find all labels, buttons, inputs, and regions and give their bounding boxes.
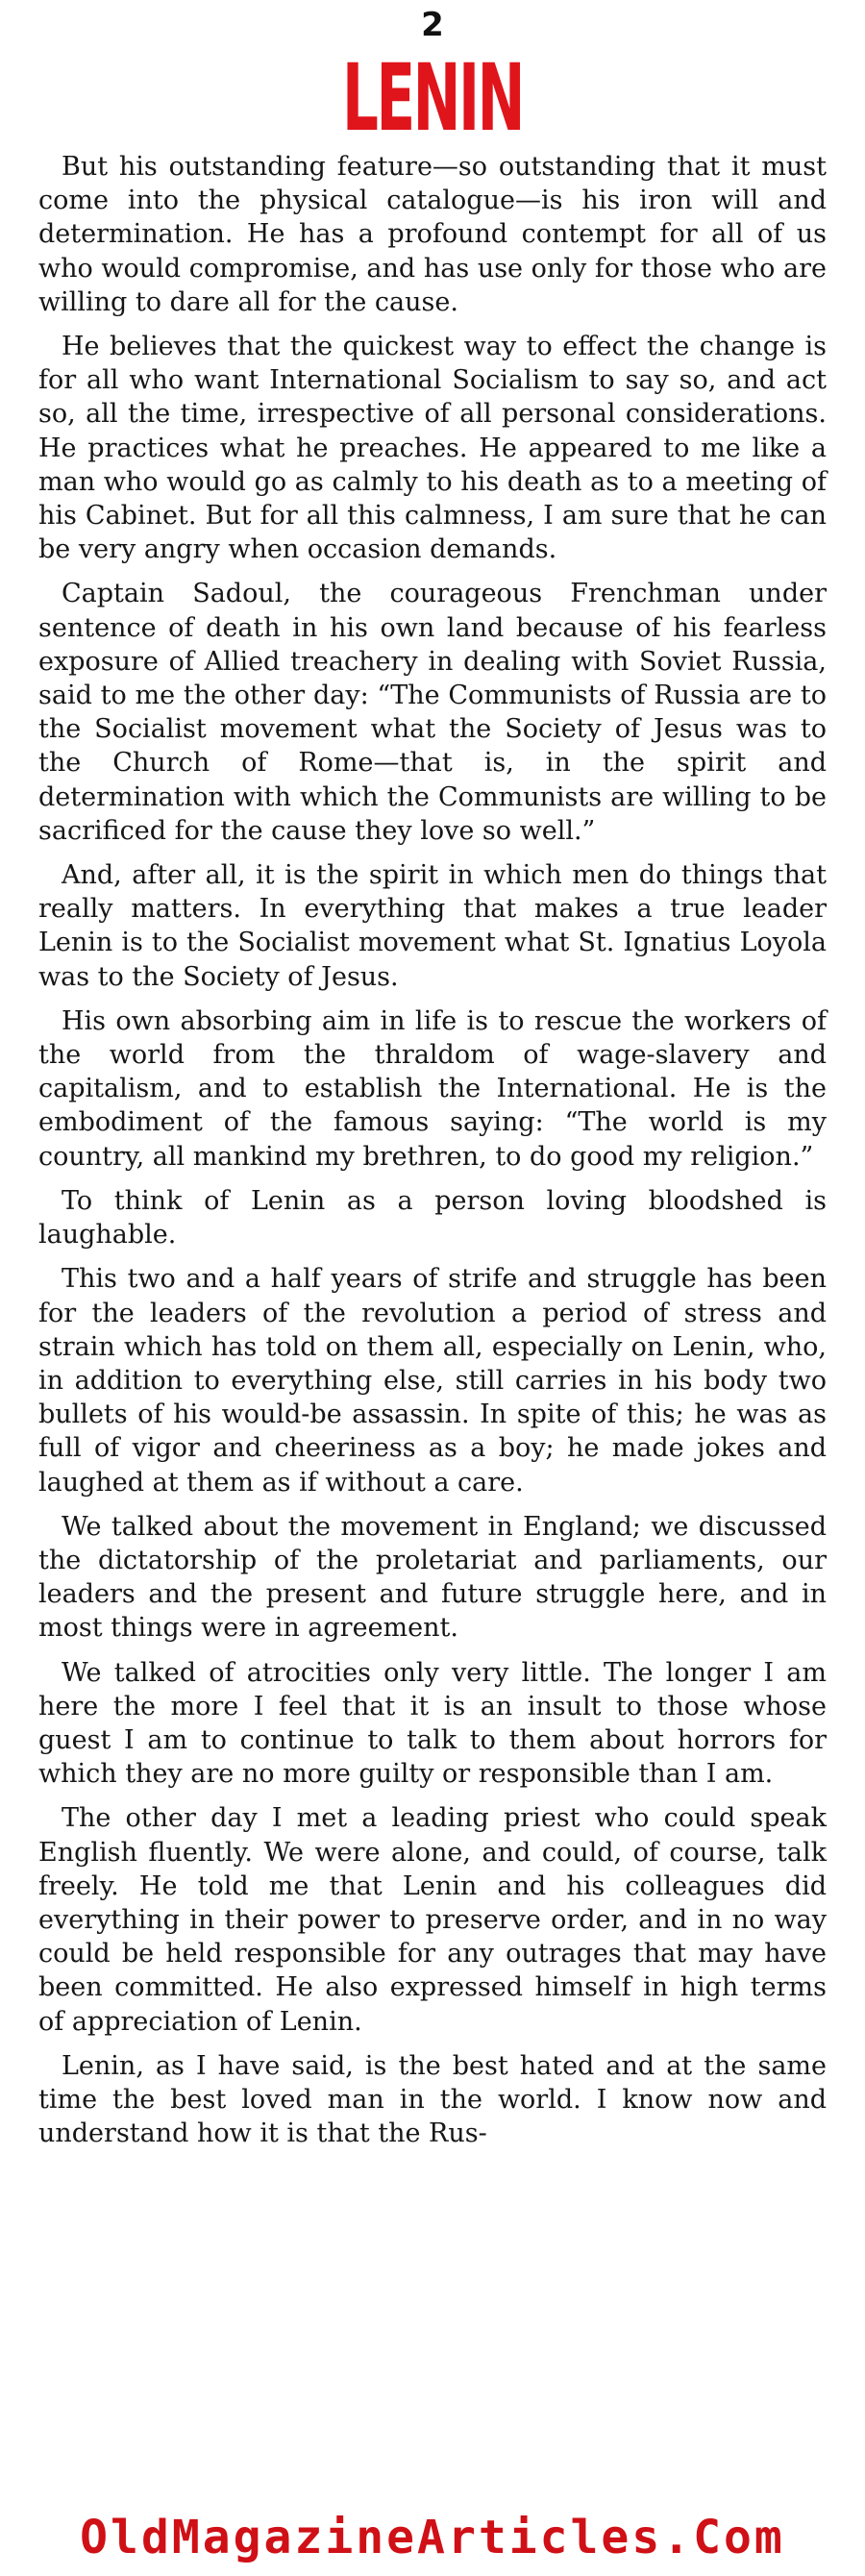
paragraph: The other day I met a leading priest who could speak English fluently. We were alone, and could, of course, talk freely. He told me that Lenin and his colleagues did everything in their power to preserve order, and in no way could be held responsible for any outrages that may have been committed. He also expressed himself in high terms of appreciation of Lenin. xyxy=(38,1803,827,2037)
paragraph: But his outstanding feature—so outstanding that it must come into the physical catalogue—is his iron will and determination. He has a profound contempt for all of us who would compromise, and has use only for those who are willing to dare all for the cause. xyxy=(38,152,827,317)
paragraph: This two and a half years of strife and struggle has been for the leaders of the revolution a period of stress and strain which has told on them all, especially on Lenin, who, in addition to everything else, still carries in his body two bullets of his would-be assassin. In spite of this; he was as full of vigor and cheeriness as a boy; he made jokes and laughed at them as if without a care. xyxy=(38,1264,827,1498)
paragraph: Lenin, as I have said, is the best hated and at the same time the best loved man in the world. I know now and understand how it is that the Rus- xyxy=(38,2050,827,2149)
paragraph: To think of Lenin as a person loving bloodshed is laughable. xyxy=(38,1185,827,1251)
article-headline: LENIN xyxy=(342,44,523,152)
paragraph: And, after all, it is the spirit in which men do things that really matters. In everything that makes a true leader Lenin is to the Socialist movement what St. Ignatius Loyola was to the Society of Jesus. xyxy=(38,860,827,992)
paragraph: He believes that the quickest way to effect the change is for all who want International Socialism to say so, and act so, all the time, irrespective of all personal considerations. He practices what he preaches. He appeared to me like a man who would go as calmly to his death as to a meeting of his Cabinet. But for all this calmness, I am sure that he can be very angry when occasion demands. xyxy=(38,332,827,565)
paragraph: Captain Sadoul, the courageous Frenchman under sentence of death in his own land because of his fearless exposure of Allied treachery in dealing with Soviet Russia, said to me the other day: “The Communists of Russia are to the Socialist movement what the Society of Jesus was to the Church of Rome—that is, in the spirit and determination with which the Communists are willing to be sacrificed for the cause they love so well.” xyxy=(38,579,827,846)
paragraph: His own absorbing aim in life is to rescue the workers of the world from the thraldom of wage-slavery and capitalism, and to establish the International. He is the embodiment of the famous saying: “The world is my country, all mankind my brethren, to do good my religion.” xyxy=(38,1005,827,1172)
paragraph: We talked about the movement in England; we discussed the dictatorship of the proletariat and parliaments, our leaders and the present and future struggle here, and in most things were in agreement. xyxy=(38,1511,827,1644)
site-logo: OldMagazineArticles.Com xyxy=(80,2511,785,2564)
paragraph: We talked of atrocities only very little. The longer I am here the more I feel that it is an insult to those whose guest I am to continue to talk to them about horrors for which they are no more guilty or responsible than I am. xyxy=(38,1657,827,1790)
article-body xyxy=(38,150,827,2161)
page-number: 2 xyxy=(421,6,444,44)
